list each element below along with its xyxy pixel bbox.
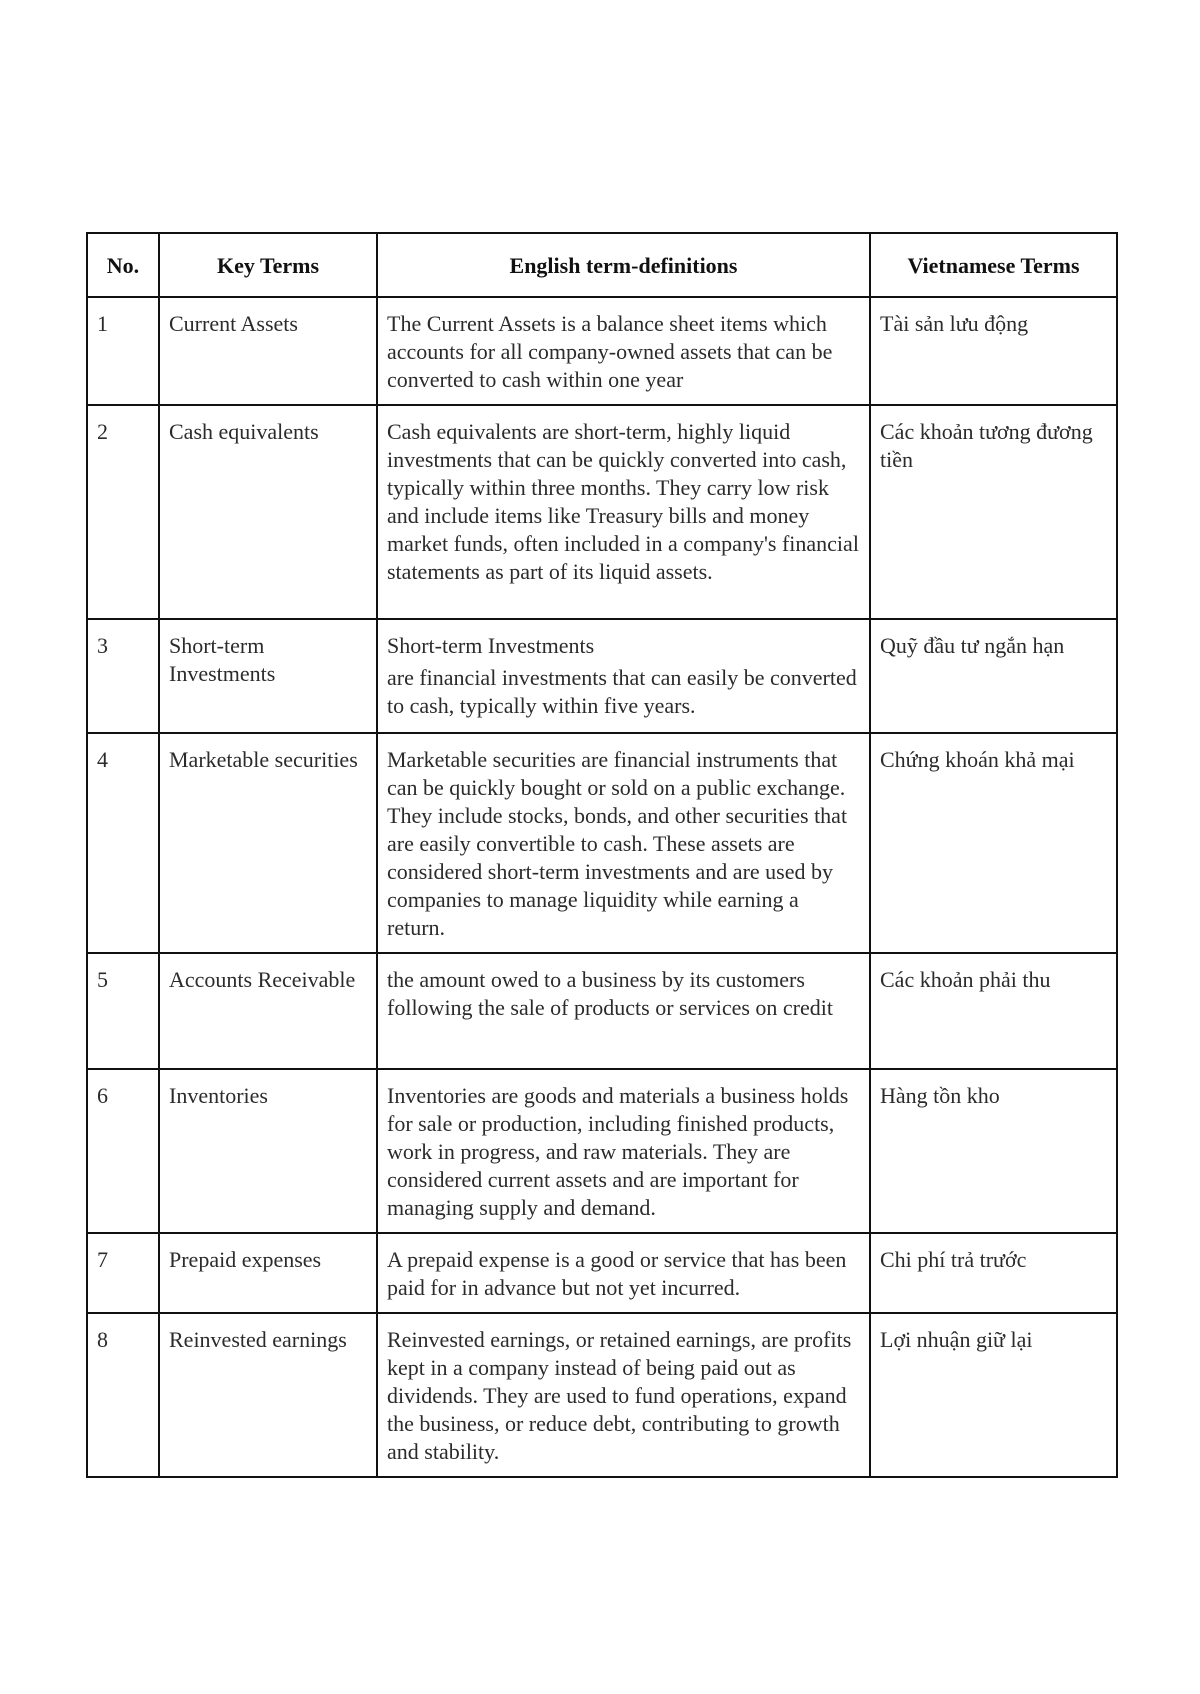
- header-row: [87, 233, 1117, 297]
- key-term: Prepaid expenses: [159, 1233, 377, 1313]
- key-term: Inventories: [159, 1069, 377, 1233]
- table-row: [87, 1069, 1117, 1233]
- key-term: Current Assets: [159, 297, 377, 405]
- english-definition: The Current Assets is a balance sheet items which accounts for all company-owned assets that can be converted to cash within one year: [377, 297, 870, 405]
- vietnamese-term: Quỹ đầu tư ngắn hạn: [870, 619, 1117, 733]
- vietnamese-term: Chi phí trả trước: [870, 1233, 1117, 1313]
- key-term: Reinvested earnings: [159, 1313, 377, 1477]
- table-row: [87, 1233, 1117, 1313]
- row-number: 6: [87, 1069, 159, 1233]
- english-definition: Inventories are goods and materials a business holds for sale or production, including finished products, work in progress, and raw materials. They are considered current assets and are important for managing supply and demand.: [377, 1069, 870, 1233]
- row-number: 8: [87, 1313, 159, 1477]
- vietnamese-term: Tài sản lưu động: [870, 297, 1117, 405]
- table-header: [87, 233, 1117, 297]
- table-body: [87, 297, 1117, 1477]
- header-no: No.: [87, 233, 159, 297]
- vietnamese-term: Các khoản tương đương tiền: [870, 405, 1117, 619]
- definition-title: Short-term Investments: [387, 633, 595, 658]
- english-definition: [377, 619, 870, 733]
- row-number: 3: [87, 619, 159, 733]
- table-row: [87, 953, 1117, 1069]
- table-row: [87, 619, 1117, 733]
- header-vietnamese-terms: Vietnamese Terms: [870, 233, 1117, 297]
- row-number: 1: [87, 297, 159, 405]
- key-terms-table: [86, 232, 1118, 1478]
- english-definition: A prepaid expense is a good or service that has been paid for in advance but not yet incurred.: [377, 1233, 870, 1313]
- row-number: 5: [87, 953, 159, 1069]
- key-term: Short-term Investments: [159, 619, 377, 733]
- key-term: Accounts Receivable: [159, 953, 377, 1069]
- key-term: Cash equivalents: [159, 405, 377, 619]
- table-row: [87, 1313, 1117, 1477]
- english-definition: Marketable securities are financial instruments that can be quickly bought or sold on a public exchange. They include stocks, bonds, and other securities that are easily convertible to cash. These assets are considered short-term investments and are used by companies to manage liquidity while earning a return.: [377, 733, 870, 953]
- row-number: 2: [87, 405, 159, 619]
- vietnamese-term: Chứng khoán khả mại: [870, 733, 1117, 953]
- english-definition: Reinvested earnings, or retained earnings, are profits kept in a company instead of being paid out as dividends. They are used to fund operations, expand the business, or reduce debt, contributing to growth and stability.: [377, 1313, 870, 1477]
- row-number: 4: [87, 733, 159, 953]
- table-row: [87, 405, 1117, 619]
- definition-text: are financial investments that can easily be converted to cash, typically within five years.: [387, 665, 857, 718]
- table-row: [87, 297, 1117, 405]
- row-number: 7: [87, 1233, 159, 1313]
- vietnamese-term: Hàng tồn kho: [870, 1069, 1117, 1233]
- key-term: Marketable securities: [159, 733, 377, 953]
- vietnamese-term: Lợi nhuận giữ lại: [870, 1313, 1117, 1477]
- english-definition: Cash equivalents are short-term, highly liquid investments that can be quickly converted into cash, typically within three months. They carry low risk and include items like Treasury bills and money market funds, often included in a company's financial statements as part of its liquid assets.: [377, 405, 870, 619]
- vietnamese-term: Các khoản phải thu: [870, 953, 1117, 1069]
- table-row: [87, 733, 1117, 953]
- english-definition: the amount owed to a business by its customers following the sale of products or services on credit: [377, 953, 870, 1069]
- header-english-definitions: English term-definitions: [377, 233, 870, 297]
- header-key-terms: Key Terms: [159, 233, 377, 297]
